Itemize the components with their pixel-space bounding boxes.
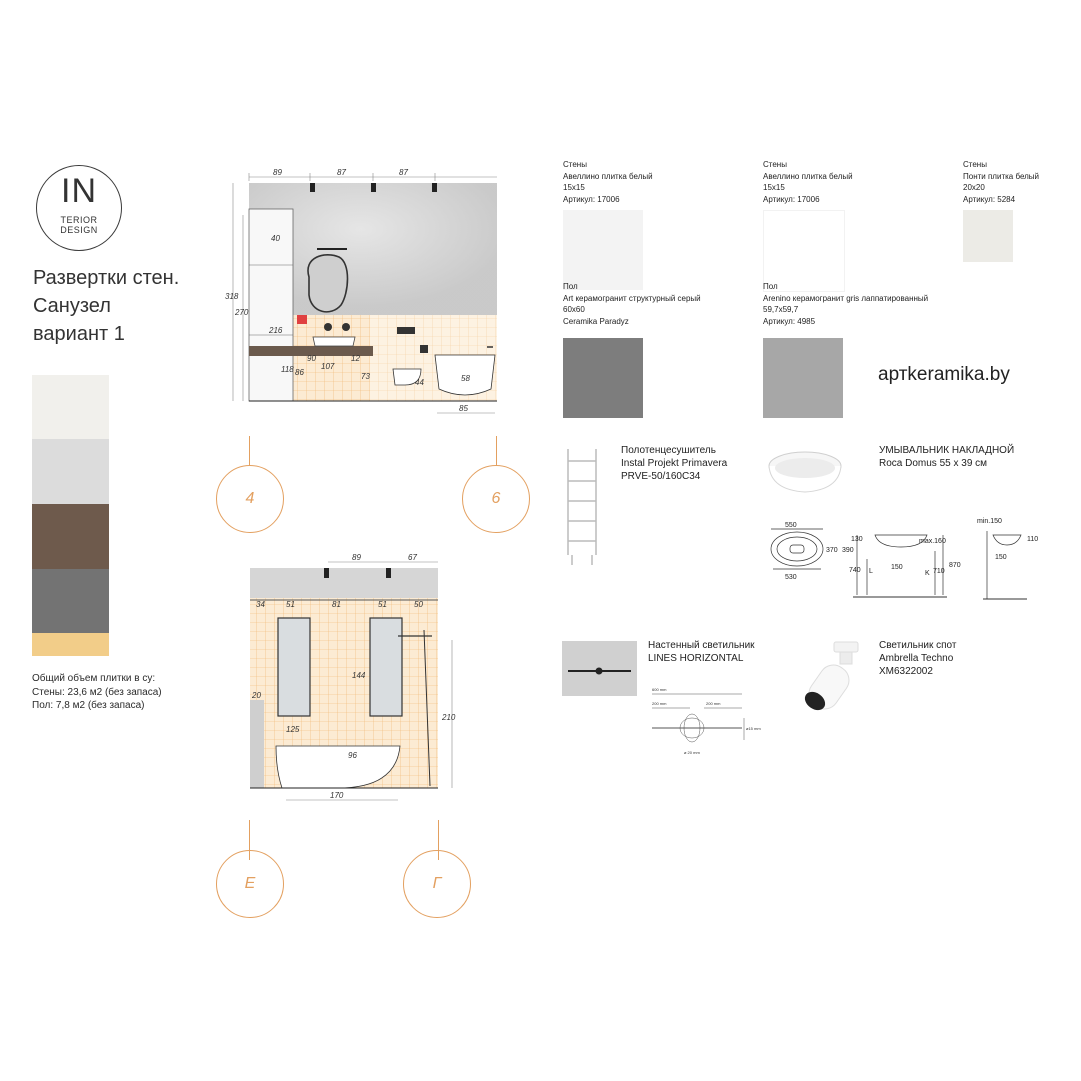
dim-label: 150 xyxy=(891,564,903,571)
page-title xyxy=(33,264,179,348)
dim-label: 44 xyxy=(415,378,424,387)
spec-line: Артикул: 17006 xyxy=(763,194,820,204)
dim-label: 110 xyxy=(1027,536,1039,543)
dim-label: 530 xyxy=(785,574,797,581)
dim-label: 216 xyxy=(269,326,283,335)
dim-label: 20 xyxy=(252,691,261,700)
swatch-dark-gray xyxy=(32,569,109,633)
basin-image xyxy=(765,446,845,496)
spec-line: Артикул: 5284 xyxy=(963,194,1016,204)
spec-line: 20х20 xyxy=(963,183,985,192)
title-line-1: Развертки стен. xyxy=(33,267,180,289)
wall-lamp-spec xyxy=(648,639,755,665)
spec-line: Светильник спот xyxy=(879,640,957,651)
spec-line: 15х15 xyxy=(563,183,585,192)
tile-sample-floor-2 xyxy=(763,338,843,418)
dim-label: 118 xyxy=(281,365,294,374)
section-marker-e: Е xyxy=(216,850,284,918)
dim-label: max.160 xyxy=(919,538,946,545)
dim-label: ø15 mm xyxy=(746,726,761,731)
spec-line: Авеллино плитка белый xyxy=(563,171,653,181)
dim-label: 87 xyxy=(399,168,408,177)
dim-label: min.150 xyxy=(977,518,1002,525)
dim-label: 87 xyxy=(337,168,346,177)
spec-line: Стены xyxy=(763,160,787,169)
swatch-yellow xyxy=(32,633,109,656)
title-line-3: вариант 1 xyxy=(33,323,125,345)
dim-label: 150 xyxy=(995,554,1007,561)
towel-rail-spec xyxy=(621,444,727,483)
spec-line: LINES HORIZONTAL xyxy=(648,653,744,664)
spec-line: Ceramika Paradyz xyxy=(563,316,629,326)
spec-line: Стены xyxy=(563,160,587,169)
dim-label: 40 xyxy=(271,234,280,243)
dim-label: 86 xyxy=(295,368,304,377)
swatch-brown xyxy=(32,504,109,569)
spec-line: PRVE-50/160C34 xyxy=(621,471,701,482)
dim-label: K xyxy=(925,570,930,577)
wall-lamp-technical-drawing xyxy=(646,684,761,764)
dim-label: 90 xyxy=(307,354,316,363)
summary-heading: Общий объем плитки в су: xyxy=(32,673,156,684)
dim-label: 200 mm xyxy=(706,701,721,706)
spec-line: 15х15 xyxy=(763,183,785,192)
title-line-2: Санузел xyxy=(33,295,111,317)
dim-label: 710 xyxy=(933,568,945,575)
spec-line: XM6322002 xyxy=(879,666,933,677)
spec-line: Instal Projekt Primavera xyxy=(621,458,728,469)
spec-line: Авеллино плитка белый xyxy=(763,171,853,181)
dim-label: 89 xyxy=(352,553,361,562)
marker-line xyxy=(496,436,497,466)
spec-line: Стены xyxy=(963,160,987,169)
dim-label: 96 xyxy=(348,751,357,760)
material-spec-floor-2 xyxy=(763,281,928,327)
dim-label: 370 xyxy=(826,547,838,554)
dim-label: 200 mm xyxy=(652,701,667,706)
summary-walls: Стены: 23,6 м2 (без запаса) xyxy=(32,686,162,698)
spec-line: Артикул: 17006 xyxy=(563,194,620,204)
dim-label: ø 20 mm xyxy=(684,750,700,755)
dim-label: 67 xyxy=(408,553,417,562)
dim-label: 125 xyxy=(286,725,300,734)
tile-volume-summary xyxy=(32,672,162,713)
dim-label: 85 xyxy=(459,404,468,413)
spec-line: УМЫВАЛЬНИК НАКЛАДНОЙ xyxy=(879,445,1015,456)
marker-line xyxy=(249,436,250,466)
section-marker-6: 6 xyxy=(462,465,530,533)
dim-label: 210 xyxy=(442,713,456,722)
dim-label: 144 xyxy=(352,671,366,680)
section-marker-g: Г xyxy=(403,850,471,918)
spec-line: Roca Domus 55 х 39 см xyxy=(879,458,988,469)
dim-label: 12 xyxy=(351,354,360,363)
spec-line: 60х60 xyxy=(563,305,585,314)
dim-label: L xyxy=(869,568,873,575)
dim-label: 550 xyxy=(785,522,797,529)
dim-label: 34 xyxy=(256,600,265,609)
basin-spec xyxy=(879,444,1014,470)
logo-line-2: DESIGN xyxy=(60,225,98,235)
dim-label: 50 xyxy=(414,600,423,609)
dim-label: 73 xyxy=(361,372,370,381)
website-label: артkeramika.by xyxy=(878,364,1010,385)
dim-label: 81 xyxy=(332,600,341,609)
dim-label: 51 xyxy=(286,600,295,609)
dim-label: 870 xyxy=(949,562,961,569)
spec-line: Arenino керамогранит gris лаппатированный xyxy=(763,293,929,303)
dim-label: 107 xyxy=(321,362,335,371)
spot-light-spec xyxy=(879,639,956,678)
swatch-white xyxy=(32,375,109,439)
logo-line-1: TERIOR xyxy=(60,215,98,225)
dim-label: 270 xyxy=(235,308,249,317)
spec-line: 59,7х59,7 xyxy=(763,305,799,314)
dim-label: 130 xyxy=(851,536,863,543)
wall-lamp-image xyxy=(562,641,637,696)
dim-label: 318 xyxy=(225,292,239,301)
spec-line: Понти плитка белый xyxy=(963,171,1040,181)
section-marker-4: 4 xyxy=(216,465,284,533)
studio-logo xyxy=(36,165,122,251)
dim-label: 89 xyxy=(273,168,282,177)
tile-sample-wall-2 xyxy=(763,210,845,292)
spot-light-image xyxy=(796,640,866,716)
tile-sample-wall-3 xyxy=(963,210,1013,262)
towel-rail-image xyxy=(562,445,602,569)
spec-line: Пол xyxy=(763,282,778,291)
spec-line: Артикул: 4985 xyxy=(763,316,816,326)
material-spec-wall-3 xyxy=(963,159,1039,205)
spec-line: Настенный светильник xyxy=(648,640,755,651)
spec-line: Пол xyxy=(563,282,578,291)
dim-label: 170 xyxy=(330,791,344,800)
dim-label: 600 mm xyxy=(652,687,667,692)
spec-line: Art керамогранит структурный серый xyxy=(563,293,701,303)
tile-sample-wall-1 xyxy=(563,210,643,290)
logo-mark: IN xyxy=(61,172,97,210)
swatch-light-gray xyxy=(32,439,109,504)
basin-technical-drawing xyxy=(763,515,1045,603)
spec-line: Ambrella Techno xyxy=(879,653,954,664)
tile-sample-floor-1 xyxy=(563,338,643,418)
dim-label: 58 xyxy=(461,374,470,383)
material-spec-wall-2 xyxy=(763,159,853,205)
spec-line: Полотенцесушитель xyxy=(621,445,716,456)
material-spec-wall-1 xyxy=(563,159,653,205)
material-spec-floor-1 xyxy=(563,281,701,327)
summary-floor: Пол: 7,8 м2 (без запаса) xyxy=(32,700,145,711)
dim-label: 390 xyxy=(842,547,854,554)
dim-label: 740 xyxy=(849,567,861,574)
elevation-drawing-2 xyxy=(238,550,458,805)
dim-label: 51 xyxy=(378,600,387,609)
elevation-drawing-1 xyxy=(225,165,515,435)
